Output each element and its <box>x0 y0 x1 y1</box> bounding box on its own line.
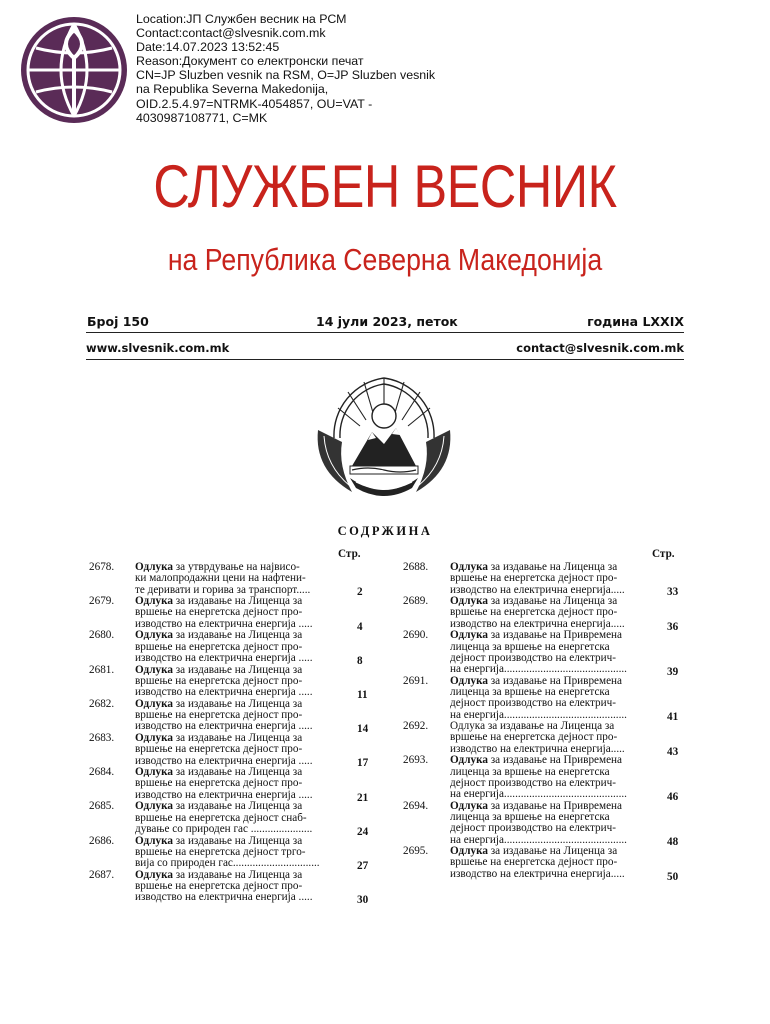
gazette-title: СЛУЖБЕН ВЕСНИК <box>153 153 617 220</box>
toc-entry-line: вија со природен гас............................... <box>135 858 320 870</box>
toc-entry[interactable] <box>89 766 379 804</box>
toc-entry-number: 2679. <box>89 595 115 608</box>
toc-entry-line: изводство на електрична енергија ..... <box>135 892 313 904</box>
toc-entry-title <box>135 801 335 835</box>
toc-entry-line: на енергија............................................ <box>450 834 627 846</box>
toc-entry-line: Одлука за издавање на Лиценца за <box>135 801 303 813</box>
toc-entry-number: 2681. <box>89 663 115 676</box>
signature-cn-line-3: OID.2.5.4.97=NTRMK-4054857, OU=VAT - <box>136 96 373 111</box>
toc-entry-line: вршење на енергетска дејност про- <box>135 881 303 893</box>
toc-entry-line: Одлука за издавање на Лиценца за <box>135 767 303 779</box>
toc-entry-line: дејност производство на електрич- <box>450 698 616 710</box>
toc-entry-title <box>135 836 335 870</box>
toc-entry-line: Одлука за издавање на Привремена <box>450 675 623 687</box>
toc-entry-number: 2678. <box>89 561 115 573</box>
toc-entry-page: 14 <box>357 723 369 736</box>
toc-entry-line: Одлука за издавање на Привремена <box>450 630 623 642</box>
toc-entry-line: лиценца за вршење на енергетска <box>450 641 610 653</box>
toc-entry-number: 2683. <box>89 732 115 744</box>
toc-entry-title <box>450 596 650 630</box>
toc-entry-title <box>450 630 650 675</box>
toc-entry-page: 36 <box>667 620 679 633</box>
toc-entry-line: изводство на електрична енергија ..... <box>135 618 313 630</box>
toc-entry[interactable] <box>89 836 379 870</box>
toc-entry-line: изводство на електрична енергија ..... <box>135 652 313 664</box>
toc-entry-page: 8 <box>357 654 363 667</box>
toc-entry-line: те деривати и горива за транспорт..... <box>135 584 311 596</box>
toc-entry-number: 2690. <box>403 629 429 642</box>
toc-entry[interactable] <box>89 665 379 699</box>
toc-entry-number: 2692. <box>403 720 429 733</box>
toc-entry-line: лиценца за вршење на енергетска <box>450 687 610 699</box>
toc-entry-title <box>450 676 650 721</box>
gazette-subtitle: на Република Северна Македонија <box>167 242 603 277</box>
toc-entry-line: изводство на електрична енергија..... <box>450 618 625 630</box>
toc-entry-number: 2686. <box>89 834 115 847</box>
toc-entry-number: 2695. <box>403 845 429 858</box>
toc-entry-line: Одлука за издавање на Лиценца за <box>135 733 303 744</box>
header-divider-bottom <box>86 359 684 360</box>
toc-entry-line: изводство на електрична енергија ..... <box>135 789 313 801</box>
toc-entry[interactable] <box>89 868 379 907</box>
toc-entry-line: Одлука за издавање на Лиценца за <box>450 846 618 858</box>
toc-entry-title <box>135 562 335 596</box>
toc-entry-page: 21 <box>357 791 369 804</box>
toc-entry-line: Одлука за издавање на Лиценца за <box>450 596 618 608</box>
toc-entry-line: лиценца за вршење на енергетска <box>450 812 610 824</box>
toc-entry-line: вршење на енергетска дејност про- <box>135 675 303 687</box>
coat-of-arms-icon <box>312 370 456 505</box>
toc-entry-page: 27 <box>357 859 369 872</box>
header-divider-top <box>86 332 684 333</box>
toc-entry-line: изводство на електрична енергија..... <box>450 743 625 755</box>
toc-entry[interactable] <box>403 720 693 758</box>
signature-date: Date:14.07.2023 13:52:45 <box>136 40 280 55</box>
toc-entry-title <box>450 562 650 596</box>
toc-entry[interactable] <box>403 561 693 599</box>
toc-entry[interactable] <box>403 674 693 724</box>
toc-entry-title <box>135 596 335 630</box>
toc-entry-line: Одлука за утврдување на највисо- <box>135 562 300 573</box>
toc-entry-line: на енергија............................................ <box>450 664 627 676</box>
toc-entry-line: дејност производство на електрич- <box>450 652 616 664</box>
toc-entry-page: 41 <box>667 711 679 724</box>
toc-entry-page: 17 <box>357 757 369 770</box>
signature-cn-line-2: na Republika Severna Makedonija, <box>136 82 329 97</box>
toc-entry[interactable] <box>89 595 379 633</box>
toc-entry-number: 2687. <box>89 868 115 881</box>
toc-entry-line: вршење на енергетска дејност снаб- <box>135 812 307 824</box>
toc-entry-page: 2 <box>357 586 363 599</box>
toc-entry[interactable] <box>403 754 693 803</box>
toc-entry-title <box>135 665 335 699</box>
toc-entry[interactable] <box>89 697 379 736</box>
signature-cn-line-1: CN=JP Sluzben vesnik na RSM, O=JP Sluzben vesnik <box>136 68 436 83</box>
toc-entry-title <box>450 846 650 880</box>
toc-entry-line: вршење на енергетска дејност трго- <box>135 846 306 858</box>
toc-entry-line: Одлука за издавање на Лиценца за <box>135 835 303 847</box>
toc-entry-number: 2689. <box>403 595 429 608</box>
toc-entry-line: вршење на енергетска дејност про- <box>135 710 303 722</box>
toc-entry-line: Одлука за издавање на Лиценца за <box>135 698 303 710</box>
toc-entry[interactable] <box>89 732 379 770</box>
toc-entry-title <box>135 733 335 767</box>
toc-entry[interactable] <box>403 845 693 883</box>
toc-entry-page: 4 <box>357 620 363 633</box>
toc-entry-line: вршење на енергетска дејност про- <box>135 607 303 619</box>
toc-entry-line: вршење на енергетска дејност про- <box>450 607 618 619</box>
toc-entry-page: 39 <box>667 665 679 678</box>
issue-date: 14 јули 2023, петок <box>316 314 458 329</box>
toc-entry-title <box>135 767 335 801</box>
issue-year: година LXXIX <box>587 314 684 329</box>
toc-entry-line: Одлука за издавање на Лиценца за <box>450 721 615 733</box>
toc-entry-line: Одлука за издавање на Привремена <box>450 755 623 767</box>
toc-entry-title <box>135 630 335 664</box>
toc-entry-line: изводство на електрична енергија..... <box>450 868 625 880</box>
toc-entry-number: 2693. <box>403 754 429 767</box>
toc-entry-line: вршење на енергетска дејност про- <box>450 732 618 744</box>
toc-entry-line: изводство на електрична енергија..... <box>450 584 625 596</box>
toc-entry-line: вршење на енергетска дејност про- <box>135 641 303 653</box>
toc-entry[interactable] <box>89 629 379 667</box>
toc-entry-line: Одлука за издавање на Лиценца за <box>135 869 303 881</box>
toc-entry-number: 2694. <box>403 799 429 812</box>
toc-entry[interactable] <box>89 561 379 599</box>
toc-entry-title <box>450 721 650 755</box>
toc-entry-line: вршење на енергетска дејност про- <box>450 573 618 585</box>
toc-right-page-label: Стр. <box>652 548 675 560</box>
toc-entry-page: 30 <box>357 894 369 907</box>
toc-entry-line: дејност производство на електрич- <box>450 823 616 835</box>
toc-entry-number: 2684. <box>89 766 115 779</box>
signature-contact: Contact:contact@slvesnik.com.mk <box>136 26 326 41</box>
signature-reason: Reason:Документ со електронски печат <box>136 54 364 69</box>
toc-entry-line: вршење на енергетска дејност про- <box>450 857 618 869</box>
toc-left-page-label: Стр. <box>338 548 361 560</box>
toc-entry[interactable] <box>89 800 379 838</box>
digital-signature-info <box>136 12 496 125</box>
toc-entry-page: 46 <box>667 790 679 803</box>
toc-entry-page: 33 <box>667 586 679 599</box>
toc-entry-line: Одлука за издавање на Лиценца за <box>135 630 303 642</box>
toc-entry-page: 11 <box>357 688 368 701</box>
toc-entry-page: 24 <box>357 825 369 838</box>
toc-entry-line: Одлука за издавање на Привремена <box>450 800 623 812</box>
toc-entry-page: 50 <box>667 870 679 883</box>
toc-entry-number: 2680. <box>89 629 115 642</box>
toc-entry-line: Одлука за издавање на Лиценца за <box>135 596 303 608</box>
toc-entry-line: на енергија............................................ <box>450 789 627 801</box>
toc-entry-number: 2688. <box>403 561 429 573</box>
toc-entry[interactable] <box>403 629 693 678</box>
toc-entry-line: ки малопродажни цени на нафтени- <box>135 573 306 585</box>
toc-entry-line: вршење на енергетска дејност про- <box>135 744 303 756</box>
publisher-logo-icon <box>18 14 130 126</box>
toc-entry-title <box>135 870 335 904</box>
toc-entry-line: Одлука за издавање на Лиценца за <box>450 562 618 573</box>
website-link[interactable]: www.slvesnik.com.mk <box>86 341 230 355</box>
toc-entry-number: 2685. <box>89 800 115 813</box>
toc-entry-page: 48 <box>667 836 679 849</box>
toc-entry-line: изводство на електрична енергија ..... <box>135 687 313 699</box>
toc-entry-line: изводство на електрична енергија ..... <box>135 755 313 767</box>
toc-entry-line: дување со природен гас ...................... <box>135 823 313 835</box>
toc-entry[interactable] <box>403 595 693 633</box>
toc-entry-number: 2682. <box>89 697 115 710</box>
toc-entry-title <box>450 801 650 846</box>
toc-entry-line: на енергија............................................ <box>450 709 627 721</box>
toc-entry-line: Одлука за издавање на Лиценца за <box>135 664 303 676</box>
toc-entry-title <box>135 699 335 733</box>
toc-entry-line: дејност производство на електрич- <box>450 777 616 789</box>
toc-entry-line: лиценца за вршење на енергетска <box>450 766 610 778</box>
toc-entry[interactable] <box>403 799 693 849</box>
issue-number: Број 150 <box>87 314 149 329</box>
toc-entry-title <box>450 755 650 800</box>
toc-entry-line: изводство на електрична енергија ..... <box>135 721 313 733</box>
toc-entry-line: вршење на енергетска дејност про- <box>135 778 303 790</box>
signature-cn-line-4: 4030987108771, C=MK <box>136 110 268 125</box>
toc-entry-number: 2691. <box>403 674 429 687</box>
toc-entry-page: 43 <box>667 745 679 758</box>
signature-location: Location:ЈП Службен весник на РСМ <box>136 12 347 26</box>
toc-heading: СОДРЖИНА <box>337 524 433 538</box>
email-link[interactable]: contact@slvesnik.com.mk <box>516 341 684 355</box>
